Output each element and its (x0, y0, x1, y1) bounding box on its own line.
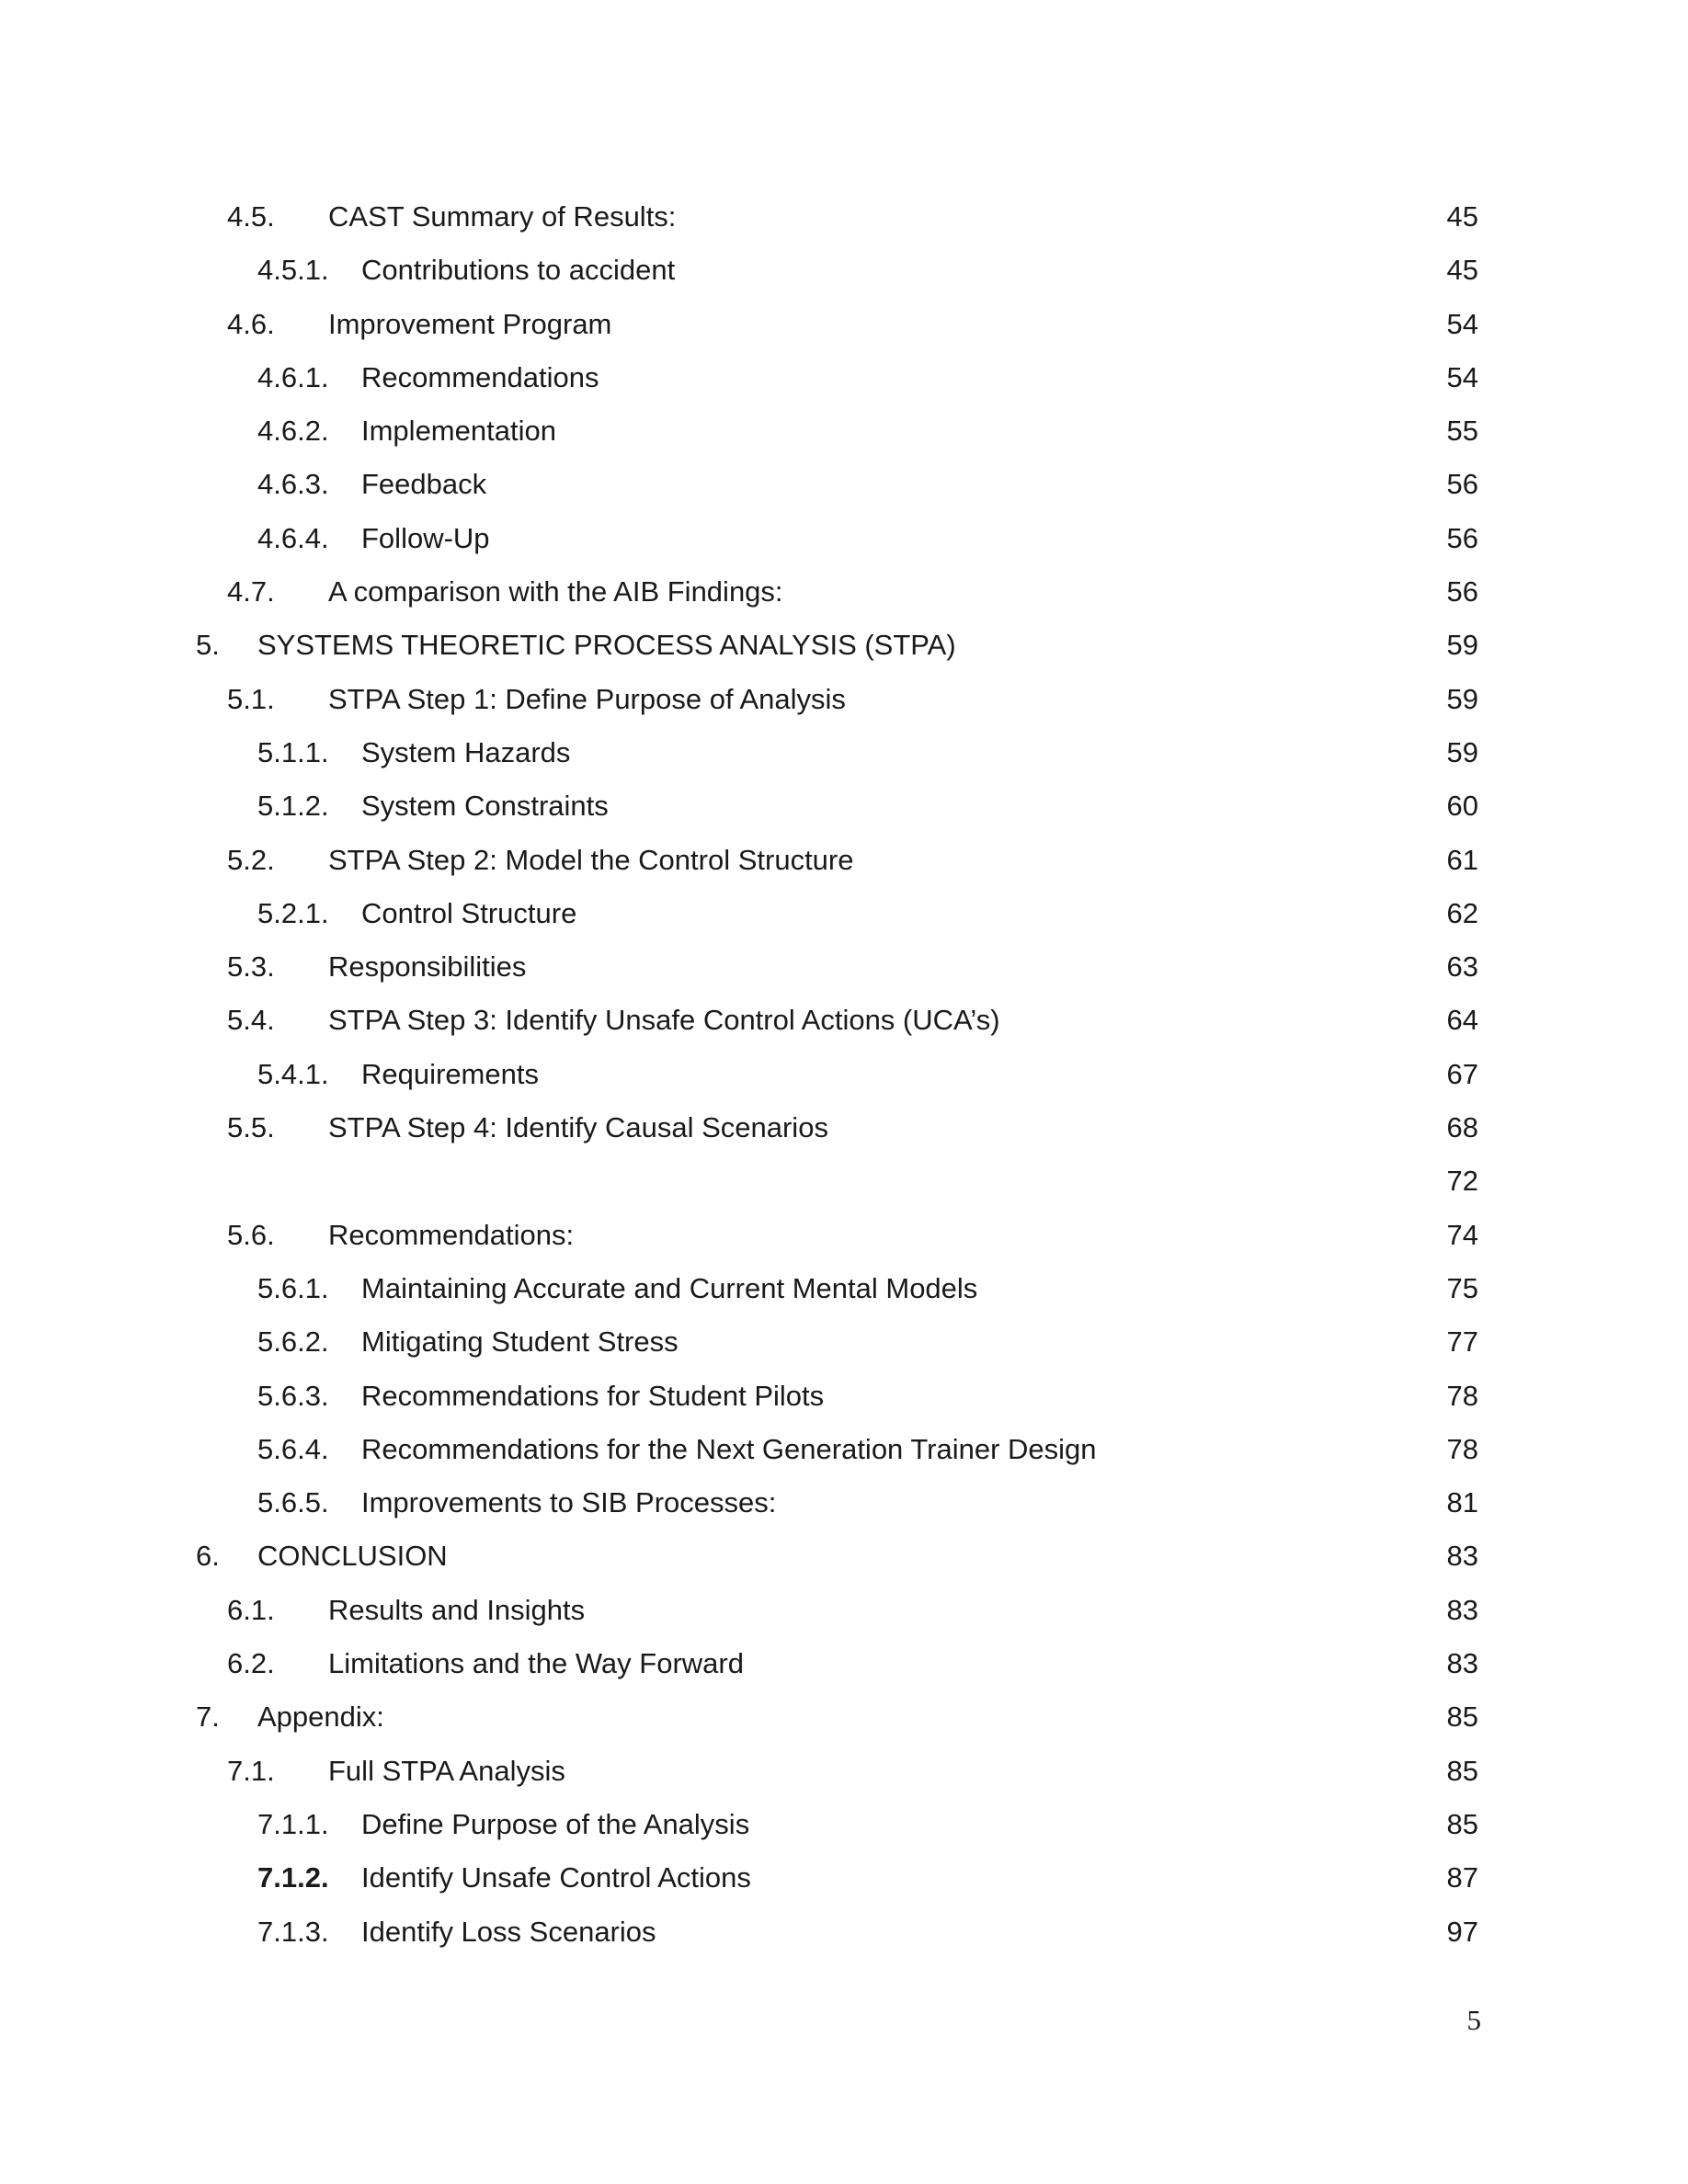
toc-entry-page: 56 (1446, 575, 1478, 609)
toc-entry-page: 61 (1446, 843, 1478, 876)
toc-entry[interactable] (0, 190, 1688, 244)
toc-entry-title: Appendix: (257, 1701, 384, 1734)
toc-entry-page: 59 (1446, 735, 1478, 768)
toc-entry-number: 7. (196, 1701, 220, 1734)
toc-entry-page: 72 (1446, 1165, 1478, 1198)
toc-entry[interactable] (0, 565, 1688, 619)
toc-entry-page: 63 (1446, 950, 1478, 984)
toc-entry[interactable] (0, 726, 1688, 779)
toc-entry[interactable] (0, 673, 1688, 726)
toc-entry-page: 81 (1446, 1486, 1478, 1519)
toc-entry[interactable] (0, 458, 1688, 511)
toc-entry-number: 5.6.1. (257, 1271, 329, 1304)
toc-entry-page: 62 (1446, 896, 1478, 929)
toc-entry[interactable] (0, 244, 1688, 297)
toc-entry-number: 5.4. (227, 1004, 275, 1037)
toc-entry[interactable] (0, 1637, 1688, 1690)
toc-entry-page: 45 (1446, 200, 1478, 233)
toc-entry-page: 75 (1446, 1271, 1478, 1304)
toc-entry-number: 5.6.3. (257, 1379, 329, 1412)
toc-entry-title: System Constraints (361, 790, 609, 823)
toc-entry-number: 7.1.3. (257, 1915, 329, 1948)
toc-entry[interactable] (0, 619, 1688, 672)
toc-entry-number: 7.1.2. (257, 1861, 329, 1894)
toc-entry[interactable] (0, 512, 1688, 565)
toc-entry[interactable] (0, 1155, 1688, 1208)
toc-entry-title: Feedback (361, 468, 487, 501)
toc-entry-page: 78 (1446, 1379, 1478, 1412)
toc-entry-number: 4.6.3. (257, 468, 329, 501)
toc-entry-title: STPA Step 4: Identify Causal Scenarios (328, 1111, 828, 1144)
toc-entry[interactable] (0, 1745, 1688, 1798)
toc-entry-number: 5.2. (227, 843, 275, 876)
toc-entry-number: 6.1. (227, 1593, 275, 1626)
toc-entry-title: Recommendations for Student Pilots (361, 1379, 825, 1412)
toc-entry-title: Follow-Up (361, 521, 490, 554)
toc-entry[interactable] (0, 298, 1688, 351)
toc-entry-page: 54 (1446, 307, 1478, 340)
toc-entry-page: 56 (1446, 521, 1478, 554)
toc-entry[interactable] (0, 1048, 1688, 1101)
toc-entry-page: 83 (1446, 1647, 1478, 1680)
toc-entry-number: 4.6. (227, 307, 275, 340)
toc-entry-title: STPA Step 1: Define Purpose of Analysis (328, 682, 846, 715)
toc-entry-page: 77 (1446, 1325, 1478, 1359)
toc-entry[interactable] (0, 1584, 1688, 1637)
toc-entry[interactable] (0, 1370, 1688, 1423)
toc-entry-page: 56 (1446, 468, 1478, 501)
toc-entry-number: 4.5. (227, 200, 275, 233)
toc-entry-title: A comparison with the AIB Findings: (328, 575, 783, 609)
toc-entry-number: 5.3. (227, 950, 275, 984)
toc-entry-number: 5.1. (227, 682, 275, 715)
toc-entry-number: 5.1.1. (257, 735, 329, 768)
toc-entry[interactable] (0, 1851, 1688, 1905)
toc-entry-page: 87 (1446, 1861, 1478, 1894)
toc-entry-title: Define Purpose of the Analysis (361, 1807, 750, 1840)
toc-entry-page: 83 (1446, 1540, 1478, 1573)
toc-entry[interactable] (0, 1530, 1688, 1583)
toc-entry[interactable] (0, 1690, 1688, 1744)
toc-entry-number: 6. (196, 1540, 220, 1573)
toc-entry-page: 78 (1446, 1432, 1478, 1465)
toc-entry-page: 59 (1446, 629, 1478, 662)
toc-entry-title: Improvement Program (328, 307, 612, 340)
toc-entry-title: Limitations and the Way Forward (328, 1647, 744, 1680)
toc-entry-page: 64 (1446, 1004, 1478, 1037)
toc-entry-page: 54 (1446, 360, 1478, 393)
toc-entry-number: 5.6. (227, 1218, 275, 1251)
toc-entry-number: 4.6.4. (257, 521, 329, 554)
toc-entry-page: 83 (1446, 1593, 1478, 1626)
toc-entry-number: 4.7. (227, 575, 275, 609)
toc-entry-number: 5.5. (227, 1111, 275, 1144)
toc-entry-page: 68 (1446, 1111, 1478, 1144)
toc-entry-number: 4.5.1. (257, 254, 329, 287)
page-number: 5 (1466, 2004, 1481, 2036)
toc-entry-page: 55 (1446, 415, 1478, 448)
toc-entry-title: Implementation (361, 415, 556, 448)
toc-entry[interactable] (0, 1476, 1688, 1530)
toc-entry-title: SYSTEMS THEORETIC PROCESS ANALYSIS (STPA) (257, 629, 956, 662)
toc-entry-page: 74 (1446, 1218, 1478, 1251)
toc-entry-number: 4.6.1. (257, 360, 329, 393)
toc-entry-number: 5.4.1. (257, 1057, 329, 1090)
toc-entry-title: Results and Insights (328, 1593, 586, 1626)
toc-entry[interactable] (0, 404, 1688, 458)
toc-entry-title: Improvements to SIB Processes: (361, 1486, 777, 1519)
toc-entry-title: Mitigating Student Stress (361, 1325, 679, 1359)
toc-entry-number: 5.2.1. (257, 896, 329, 929)
toc-entry-page: 85 (1446, 1807, 1478, 1840)
toc-entry-number: 6.2. (227, 1647, 275, 1680)
toc-entry-title: System Hazards (361, 735, 571, 768)
toc-entry-number: 4.6.2. (257, 415, 329, 448)
toc-entry-title: Responsibilities (328, 950, 527, 984)
toc-entry-page: 45 (1446, 254, 1478, 287)
toc-entry-title: Identify Loss Scenarios (361, 1915, 656, 1948)
toc-entry[interactable] (0, 1262, 1688, 1315)
toc-entry-title: Identify Unsafe Control Actions (361, 1861, 751, 1894)
toc-entry-title: Recommendations for the Next Generation Trainer Design (361, 1432, 1097, 1465)
toc-entry[interactable] (0, 940, 1688, 994)
table-of-contents (0, 190, 1688, 1959)
toc-entry[interactable] (0, 351, 1688, 404)
toc-entry-number: 5. (196, 629, 220, 662)
toc-entry-page: 85 (1446, 1754, 1478, 1787)
toc-entry-number: 7.1. (227, 1754, 275, 1787)
toc-entry-title: Maintaining Accurate and Current Mental Models (361, 1271, 978, 1304)
toc-entry[interactable] (0, 1423, 1688, 1476)
toc-entry[interactable] (0, 994, 1688, 1047)
toc-entry-page: 85 (1446, 1701, 1478, 1734)
toc-entry-number: 5.6.2. (257, 1325, 329, 1359)
toc-entry-title: Contributions to accident (361, 254, 676, 287)
toc-entry-page: 67 (1446, 1057, 1478, 1090)
toc-entry-page: 97 (1446, 1915, 1478, 1948)
toc-entry-title: CONCLUSION (257, 1540, 448, 1573)
toc-entry-title: STPA Step 2: Model the Control Structure (328, 843, 854, 876)
toc-entry-title: Control Structure (361, 896, 577, 929)
toc-entry-title: STPA Step 3: Identify Unsafe Control Actions (UCA’s) (328, 1004, 1000, 1037)
toc-entry-title: Full STPA Analysis (328, 1754, 565, 1787)
toc-entry[interactable] (0, 779, 1688, 833)
toc-entry-title: CAST Summary of Results: (328, 200, 677, 233)
toc-entry-number: 5.1.2. (257, 790, 329, 823)
toc-entry[interactable] (0, 1905, 1688, 1959)
toc-entry[interactable] (0, 1101, 1688, 1155)
toc-entry-page: 59 (1446, 682, 1478, 715)
toc-entry[interactable] (0, 1315, 1688, 1369)
toc-entry[interactable] (0, 1209, 1688, 1262)
toc-entry[interactable] (0, 1798, 1688, 1851)
toc-entry-number: 5.6.4. (257, 1432, 329, 1465)
toc-entry-number: 7.1.1. (257, 1807, 329, 1840)
toc-entry[interactable] (0, 887, 1688, 940)
toc-entry-title: Requirements (361, 1057, 539, 1090)
toc-entry-page: 60 (1446, 790, 1478, 823)
toc-entry-title: Recommendations (361, 360, 599, 393)
toc-entry[interactable] (0, 834, 1688, 887)
toc-entry-title: Recommendations: (328, 1218, 575, 1251)
toc-entry-number: 5.6.5. (257, 1486, 329, 1519)
